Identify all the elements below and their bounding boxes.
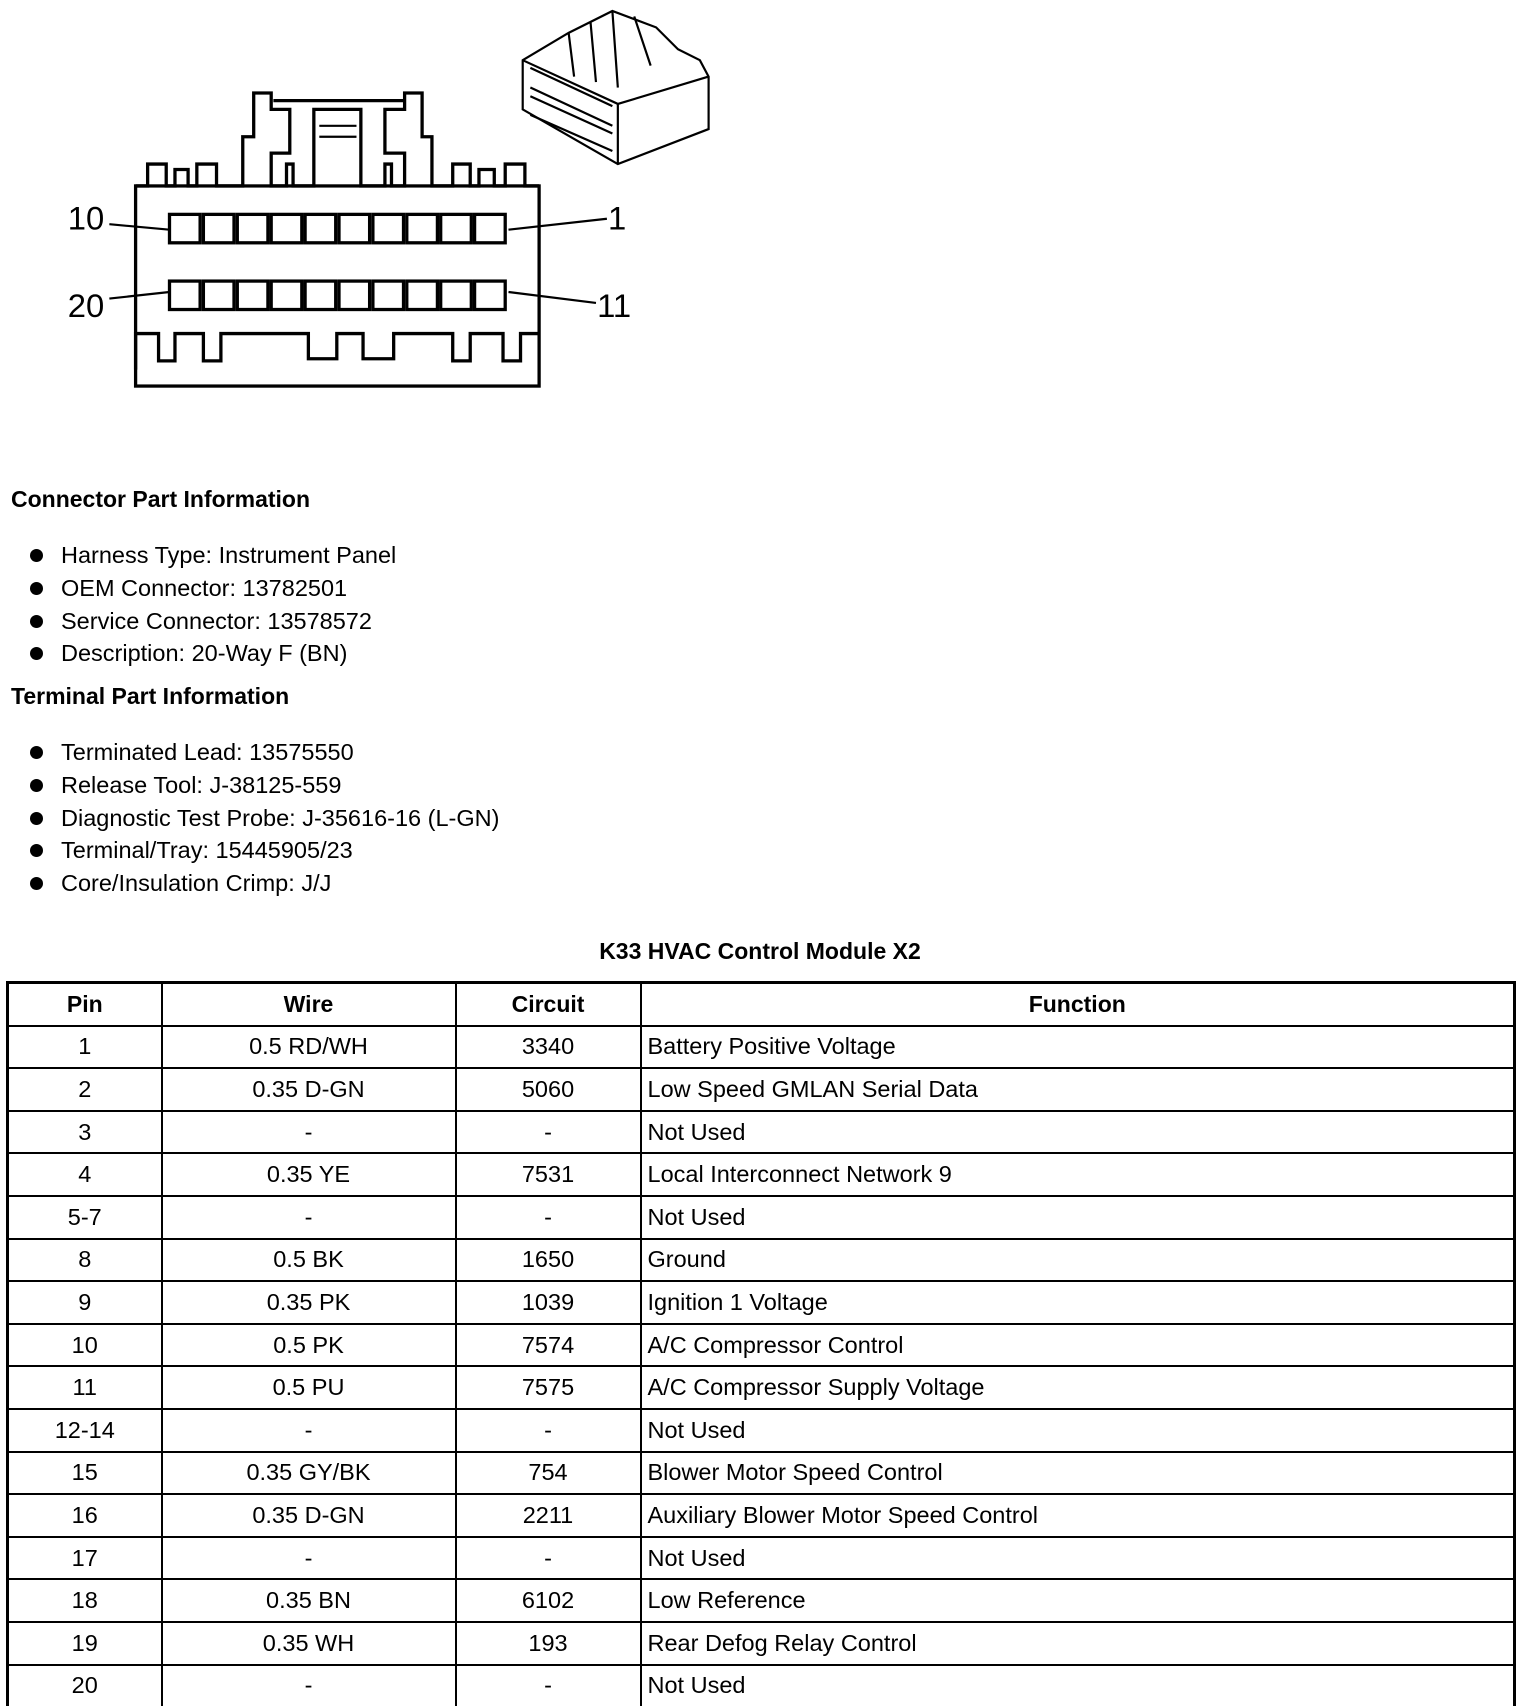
cell-wire: 0.35 WH [162,1622,456,1665]
cell-wire: - [162,1409,456,1452]
list-item [0,637,396,670]
cell-pin: 17 [8,1537,162,1580]
cell-pin: 5-7 [8,1196,162,1239]
cell-circuit: - [456,1665,641,1706]
cell-pin: 15 [8,1452,162,1495]
cell-pin: 3 [8,1111,162,1154]
pin-row-2 [169,281,505,309]
list-item [0,572,396,605]
header-circuit: Circuit [456,983,641,1026]
cell-circuit: - [456,1409,641,1452]
bullet-icon [30,877,43,890]
cell-function: Blower Motor Speed Control [641,1452,1515,1495]
cell-wire: 0.35 YE [162,1153,456,1196]
cell-pin: 8 [8,1239,162,1282]
list-item [0,769,499,802]
pin-label-10: 10 [67,199,105,237]
pin-cavity-1 [475,214,506,242]
table-row [8,1409,1515,1452]
table-row [8,1622,1515,1665]
item-text: Core/Insulation Crimp: J/J [61,870,332,897]
cell-wire: - [162,1196,456,1239]
cell-function: Not Used [641,1409,1515,1452]
cell-pin: 18 [8,1579,162,1622]
item-text: Release Tool: J-38125-559 [61,771,342,798]
cell-pin: 9 [8,1281,162,1324]
pin-cavity-6 [305,214,336,242]
item-text: OEM Connector: 13782501 [61,574,348,601]
cell-pin: 19 [8,1622,162,1665]
cell-function: Ignition 1 Voltage [641,1281,1515,1324]
connector-isometric-view [523,11,709,164]
bullet-icon [30,844,43,857]
pin-label-11: 11 [597,287,632,325]
pin-cavity-15 [339,281,370,309]
table-row [8,1239,1515,1282]
cell-function: Low Reference [641,1579,1515,1622]
cell-function: Ground [641,1239,1515,1282]
item-text: Description: 20-Way F (BN) [61,640,348,667]
cell-function: A/C Compressor Control [641,1324,1515,1367]
table-row [8,1026,1515,1069]
table-title: K33 HVAC Control Module X2 [599,938,921,964]
cell-circuit: 6102 [456,1579,641,1622]
cell-circuit: - [456,1196,641,1239]
terminal-info-heading: Terminal Part Information [11,683,290,709]
cell-circuit: 2211 [456,1494,641,1537]
bullet-icon [30,812,43,825]
cell-function: Not Used [641,1196,1515,1239]
pin-cavity-17 [271,281,302,309]
item-text: Terminal/Tray: 15445905/23 [61,837,353,864]
bullet-icon [30,746,43,759]
bullet-icon [30,647,43,660]
cell-circuit: 7574 [456,1324,641,1367]
pin-label-1: 1 [608,199,627,237]
cell-circuit: 193 [456,1622,641,1665]
pin-cavity-11 [475,281,506,309]
cell-pin: 11 [8,1366,162,1409]
cell-circuit: - [456,1111,641,1154]
pin-cavity-8 [237,214,268,242]
header-wire: Wire [162,983,456,1026]
pin-cavity-18 [237,281,268,309]
pinout-table [6,981,1516,1706]
cell-function: Not Used [641,1665,1515,1706]
header-pin: Pin [8,983,162,1026]
pin-cavity-4 [373,214,404,242]
cell-circuit: 754 [456,1452,641,1495]
list-item [0,802,499,835]
cell-wire: - [162,1537,456,1580]
pin-row-1 [169,214,505,242]
cell-wire: 0.5 RD/WH [162,1026,456,1069]
header-function: Function [641,983,1515,1026]
connector-info-heading: Connector Part Information [11,486,311,512]
cell-wire: 0.35 PK [162,1281,456,1324]
bullet-icon [30,549,43,562]
cell-circuit: 3340 [456,1026,641,1069]
pin-label-20: 20 [67,287,105,325]
cell-pin: 20 [8,1665,162,1706]
terminal-info-list [0,736,499,900]
table-row [8,1324,1515,1367]
item-text: Terminated Lead: 13575550 [61,739,354,765]
cell-function: Local Interconnect Network 9 [641,1153,1515,1196]
table-row [8,1196,1515,1239]
cell-pin: 12-14 [8,1409,162,1452]
item-text: Diagnostic Test Probe: J-35616-16 (L-GN) [61,804,500,831]
cell-circuit: 7531 [456,1153,641,1196]
list-item [0,605,396,638]
cell-circuit: 1650 [456,1239,641,1282]
table-row [8,1153,1515,1196]
cell-wire: 0.35 D-GN [162,1068,456,1111]
list-item [0,539,396,572]
connector-info-list [0,539,396,670]
pin-cavity-5 [339,214,370,242]
pin-cavity-10 [169,214,200,242]
cell-pin: 1 [8,1026,162,1069]
cell-wire: 0.5 PU [162,1366,456,1409]
table-row [8,1537,1515,1580]
table-row [8,1665,1515,1706]
cell-pin: 16 [8,1494,162,1537]
cell-pin: 10 [8,1324,162,1367]
list-item [0,834,499,867]
cell-wire: 0.35 BN [162,1579,456,1622]
pin-cavity-13 [407,281,438,309]
cell-wire: - [162,1111,456,1154]
cell-circuit: 1039 [456,1281,641,1324]
list-item [0,867,499,900]
bullet-icon [30,615,43,628]
table-header-row [8,983,1515,1026]
table-row [8,1452,1515,1495]
bullet-icon [30,779,43,792]
pin-cavity-20 [169,281,200,309]
table-row [8,1366,1515,1409]
pin-cavity-16 [305,281,336,309]
cell-circuit: 5060 [456,1068,641,1111]
pin-cavity-7 [271,214,302,242]
cell-wire: 0.5 BK [162,1239,456,1282]
cell-pin: 2 [8,1068,162,1111]
cell-function: Not Used [641,1537,1515,1580]
pin-cavity-2 [441,214,472,242]
item-text: Service Connector: 13578572 [61,607,372,634]
bullet-icon [30,582,43,595]
table-row [8,1281,1515,1324]
cell-pin: 4 [8,1153,162,1196]
table-row [8,1494,1515,1537]
pin-cavity-12 [441,281,472,309]
item-text: Harness Type: Instrument Panel [61,542,397,568]
cell-function: Low Speed GMLAN Serial Data [641,1068,1515,1111]
pin-cavity-14 [373,281,404,309]
list-item [0,736,499,769]
pin-cavity-3 [407,214,438,242]
cell-function: Not Used [641,1111,1515,1154]
cell-function: Battery Positive Voltage [641,1026,1515,1069]
table-row [8,1111,1515,1154]
cell-wire: - [162,1665,456,1706]
pin-cavity-9 [203,214,234,242]
cell-wire: 0.5 PK [162,1324,456,1367]
table-row [8,1579,1515,1622]
cell-function: Rear Defog Relay Control [641,1622,1515,1665]
cell-circuit: - [456,1537,641,1580]
connector-diagram [0,0,1520,420]
table-row [8,1068,1515,1111]
cell-wire: 0.35 GY/BK [162,1452,456,1495]
cell-wire: 0.35 D-GN [162,1494,456,1537]
cell-function: A/C Compressor Supply Voltage [641,1366,1515,1409]
cell-circuit: 7575 [456,1366,641,1409]
cell-function: Auxiliary Blower Motor Speed Control [641,1494,1515,1537]
pin-cavity-19 [203,281,234,309]
